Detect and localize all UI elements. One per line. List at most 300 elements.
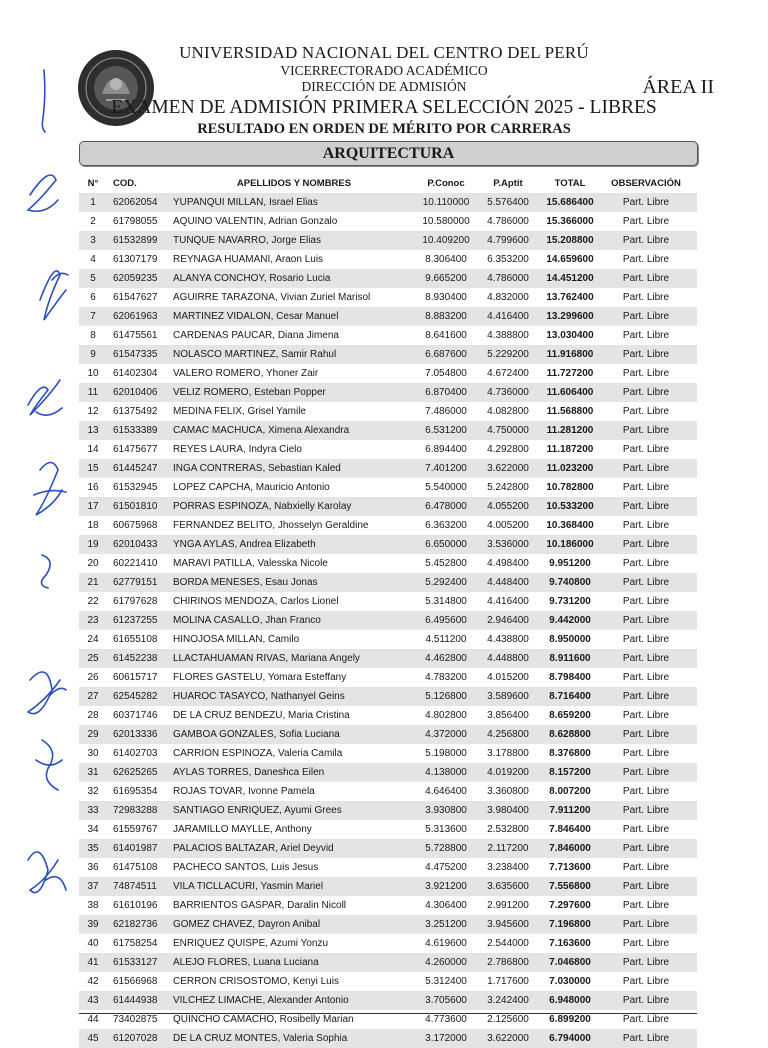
row-name: HUAROC TASAYCO, Nathanyel Geins <box>173 691 345 702</box>
row-total: 10.186000 <box>546 539 594 550</box>
row-number: 22 <box>87 596 99 607</box>
row-name: DE LA CRUZ BENDEZU, Maria Cristina <box>173 710 350 721</box>
row-number: 28 <box>87 710 99 721</box>
row-observation: Part. Libre <box>622 634 670 645</box>
row-total: 9.740800 <box>549 577 591 588</box>
row-number: 35 <box>87 843 99 854</box>
row-name: LLACTAHUAMAN RIVAS, Mariana Angely <box>173 653 360 664</box>
row-observation: Part. Libre <box>622 520 670 531</box>
row-paptit: 3.238400 <box>487 862 529 873</box>
row-paptit: 4.832000 <box>487 292 529 303</box>
row-code: 61445247 <box>113 463 158 474</box>
row-pconoc: 4.372000 <box>425 729 467 740</box>
area-label: ÁREA II <box>642 76 714 98</box>
row-total: 9.951200 <box>549 558 591 569</box>
row-name: ENRIQUEZ QUISPE, Azumi Yonzu <box>173 938 329 949</box>
row-name: LOPEZ CAPCHA, Mauricio Antonio <box>173 482 330 493</box>
row-pconoc: 6.363200 <box>425 520 467 531</box>
row-paptit: 2.544000 <box>487 938 529 949</box>
row-code: 72983288 <box>113 805 158 816</box>
row-observation: Part. Libre <box>622 330 670 341</box>
table-row <box>79 459 697 478</box>
row-code: 61547335 <box>113 349 158 360</box>
row-name: ALEJO FLORES, Luana Luciana <box>173 957 319 968</box>
row-name: PALACIOS BALTAZAR, Ariel Deyvid <box>173 843 334 854</box>
row-code: 61533389 <box>113 425 158 436</box>
row-pconoc: 6.894400 <box>425 444 467 455</box>
handwritten-signatures <box>0 0 80 1024</box>
row-paptit: 5.242800 <box>487 482 529 493</box>
row-observation: Part. Libre <box>622 862 670 873</box>
row-number: 43 <box>87 995 99 1006</box>
row-observation: Part. Libre <box>622 539 670 550</box>
row-name: CERRON CRISOSTOMO, Kenyi Luis <box>173 976 339 987</box>
header-name: APELLIDOS Y NOMBRES <box>236 177 352 189</box>
row-observation: Part. Libre <box>622 1033 670 1044</box>
row-observation: Part. Libre <box>622 387 670 398</box>
row-total: 7.846000 <box>549 843 591 854</box>
row-code: 62062054 <box>113 197 158 208</box>
row-total: 9.442000 <box>549 615 591 626</box>
row-pconoc: 4.511200 <box>425 634 467 645</box>
row-total: 11.727200 <box>546 368 594 379</box>
row-total: 7.030000 <box>549 976 591 987</box>
row-observation: Part. Libre <box>622 425 670 436</box>
row-name: PACHECO SANTOS, Luis Jesus <box>173 862 319 873</box>
result-title: RESULTADO EN ORDEN DE MÉRITO POR CARRERAS <box>197 121 571 137</box>
row-total: 7.046800 <box>549 957 591 968</box>
row-name: CARDENAS PAUCAR, Diana Jimena <box>173 330 339 341</box>
row-name: FLORES GASTELU, Yomara Esteffany <box>173 672 347 683</box>
row-total: 11.187200 <box>546 444 594 455</box>
row-code: 61307179 <box>113 254 158 265</box>
row-paptit: 3.242400 <box>487 995 529 1006</box>
row-total: 8.911600 <box>549 653 591 664</box>
row-number: 32 <box>87 786 99 797</box>
row-name: GAMBOA GONZALES, Sofia Luciana <box>173 729 340 740</box>
row-observation: Part. Libre <box>622 710 670 721</box>
row-pconoc: 5.198000 <box>425 748 467 759</box>
row-observation: Part. Libre <box>622 311 670 322</box>
row-number: 12 <box>87 406 99 417</box>
row-name: DE LA CRUZ MONTES, Valeria Sophia <box>173 1033 348 1044</box>
table-row <box>79 630 697 649</box>
row-pconoc: 3.172000 <box>425 1033 467 1044</box>
row-total: 8.157200 <box>549 767 591 778</box>
row-total: 10.782800 <box>546 482 594 493</box>
row-code: 62059235 <box>113 273 158 284</box>
row-observation: Part. Libre <box>622 976 670 987</box>
row-pconoc: 4.475200 <box>425 862 467 873</box>
row-name: JARAMILLO MAYLLE, Anthony <box>173 824 312 835</box>
row-total: 14.659600 <box>546 254 594 265</box>
row-pconoc: 8.306400 <box>425 254 467 265</box>
row-observation: Part. Libre <box>622 672 670 683</box>
table-row <box>79 915 697 934</box>
row-code: 74874511 <box>113 881 157 892</box>
row-observation: Part. Libre <box>622 349 670 360</box>
row-name: HINOJOSA MILLAN, Camilo <box>173 634 300 645</box>
row-number: 14 <box>87 444 99 455</box>
row-number: 1 <box>90 197 96 208</box>
row-name: MARTINEZ VIDALON, Cesar Manuel <box>173 311 339 322</box>
row-paptit: 4.416400 <box>487 311 529 322</box>
row-number: 30 <box>87 748 99 759</box>
row-observation: Part. Libre <box>622 558 670 569</box>
row-pconoc: 6.870400 <box>425 387 467 398</box>
row-number: 19 <box>87 539 99 550</box>
row-pconoc: 5.728800 <box>425 843 467 854</box>
table-row <box>79 706 697 725</box>
row-code: 61475561 <box>113 330 158 341</box>
row-total: 11.281200 <box>546 425 594 436</box>
row-paptit: 3.622000 <box>487 463 529 474</box>
row-pconoc: 8.883200 <box>425 311 467 322</box>
row-code: 61547627 <box>113 292 158 303</box>
row-paptit: 2.532800 <box>487 824 529 835</box>
table-row <box>79 554 697 573</box>
row-number: 13 <box>87 425 99 436</box>
row-total: 7.163600 <box>549 938 591 949</box>
table-row <box>79 231 697 250</box>
row-paptit: 3.945600 <box>487 919 529 930</box>
row-total: 10.368400 <box>546 520 594 531</box>
row-number: 23 <box>87 615 99 626</box>
row-total: 6.794000 <box>549 1033 591 1044</box>
row-name: CAMAC MACHUCA, Ximena Alexandra <box>173 425 350 436</box>
table-row <box>79 649 697 668</box>
row-paptit: 4.055200 <box>487 501 529 512</box>
row-pconoc: 10.110000 <box>422 197 470 208</box>
row-pconoc: 4.619600 <box>425 938 467 949</box>
row-total: 11.606400 <box>546 387 594 398</box>
row-paptit: 4.498400 <box>487 558 529 569</box>
table-header-row <box>79 173 697 193</box>
row-total: 8.628800 <box>549 729 591 740</box>
table-row <box>79 402 697 421</box>
row-pconoc: 3.930800 <box>425 805 467 816</box>
row-code: 61655108 <box>113 634 158 645</box>
table-row <box>79 725 697 744</box>
table-row <box>79 991 697 1010</box>
row-total: 11.568800 <box>546 406 594 417</box>
row-observation: Part. Libre <box>622 1014 670 1025</box>
row-number: 6 <box>90 292 96 303</box>
row-paptit: 2.125600 <box>487 1014 529 1025</box>
row-number: 21 <box>87 577 99 588</box>
row-observation: Part. Libre <box>622 824 670 835</box>
row-pconoc: 8.930400 <box>425 292 467 303</box>
row-paptit: 4.005200 <box>487 520 529 531</box>
row-total: 13.299600 <box>546 311 594 322</box>
career-banner: ARQUITECTURA <box>79 141 698 166</box>
row-observation: Part. Libre <box>622 596 670 607</box>
table-row <box>79 934 697 953</box>
row-number: 24 <box>87 634 99 645</box>
row-observation: Part. Libre <box>622 501 670 512</box>
row-observation: Part. Libre <box>622 292 670 303</box>
table-row <box>79 896 697 915</box>
row-pconoc: 5.452800 <box>425 558 467 569</box>
row-code: 61532899 <box>113 235 158 246</box>
table-row <box>79 782 697 801</box>
row-observation: Part. Libre <box>622 729 670 740</box>
row-paptit: 3.980400 <box>487 805 529 816</box>
table-row <box>79 592 697 611</box>
table-row <box>79 801 697 820</box>
row-number: 45 <box>87 1033 99 1044</box>
table-row <box>79 516 697 535</box>
row-observation: Part. Libre <box>622 881 670 892</box>
row-number: 33 <box>87 805 99 816</box>
table-row <box>79 212 697 231</box>
row-name: REYES LAURA, Indyra Cielo <box>173 444 302 455</box>
row-name: QUINCHO CAMACHO, Rosibelly Marian <box>173 1014 354 1025</box>
row-total: 8.007200 <box>549 786 591 797</box>
row-observation: Part. Libre <box>622 919 670 930</box>
row-paptit: 3.856400 <box>487 710 529 721</box>
table-row <box>79 611 697 630</box>
row-pconoc: 5.126800 <box>425 691 467 702</box>
row-number: 20 <box>87 558 99 569</box>
row-total: 6.948000 <box>549 995 591 1006</box>
row-code: 61475108 <box>113 862 158 873</box>
row-paptit: 2.786800 <box>487 957 529 968</box>
row-pconoc: 6.650000 <box>425 539 467 550</box>
row-number: 11 <box>87 387 99 398</box>
table-row <box>79 326 697 345</box>
row-number: 27 <box>87 691 99 702</box>
row-number: 36 <box>87 862 99 873</box>
row-paptit: 4.672400 <box>487 368 529 379</box>
row-code: 61533127 <box>113 957 158 968</box>
row-pconoc: 3.251200 <box>425 919 467 930</box>
row-code: 62061963 <box>113 311 158 322</box>
table-row <box>79 440 697 459</box>
row-pconoc: 4.773600 <box>425 1014 467 1025</box>
row-number: 39 <box>87 919 99 930</box>
row-pconoc: 10.580000 <box>422 216 470 227</box>
row-name: VÉLIZ ROMERO, Esteban Popper <box>173 387 326 398</box>
row-number: 37 <box>87 881 99 892</box>
row-name: AGUIRRE TARAZONA, Vivian Zuriel Marisol <box>173 292 371 303</box>
row-pconoc: 5.292400 <box>425 577 467 588</box>
row-total: 14.451200 <box>546 273 594 284</box>
row-pconoc: 4.646400 <box>425 786 467 797</box>
row-observation: Part. Libre <box>622 938 670 949</box>
table-row <box>79 687 697 706</box>
row-name: AYLAS TORRES, Daneshca Eilen <box>173 767 325 778</box>
row-pconoc: 5.313600 <box>425 824 467 835</box>
vice-rectorate: VICERRECTORADO ACADÉMICO <box>280 63 488 78</box>
row-number: 31 <box>87 767 99 778</box>
row-code: 60221410 <box>113 558 158 569</box>
row-code: 61610196 <box>113 900 158 911</box>
row-code: 61532945 <box>113 482 158 493</box>
row-pconoc: 7.054800 <box>425 368 467 379</box>
row-observation: Part. Libre <box>622 368 670 379</box>
table-row <box>79 744 697 763</box>
row-observation: Part. Libre <box>622 463 670 474</box>
row-number: 5 <box>90 273 96 284</box>
table-row <box>79 288 697 307</box>
row-pconoc: 6.687600 <box>425 349 467 360</box>
row-paptit: 4.736000 <box>487 387 529 398</box>
row-total: 15.686400 <box>546 197 594 208</box>
row-paptit: 3.589600 <box>487 691 529 702</box>
row-number: 25 <box>87 653 99 664</box>
row-paptit: 3.536000 <box>487 539 529 550</box>
row-name: NOLASCO MARTINEZ, Samir Rahul <box>173 349 337 360</box>
row-code: 73402875 <box>113 1014 158 1025</box>
row-code: 62010433 <box>113 539 158 550</box>
row-name: INGA CONTRERAS, Sebastian Kaled <box>173 463 341 474</box>
row-observation: Part. Libre <box>622 216 670 227</box>
row-total: 8.659200 <box>549 710 591 721</box>
header-number: N° <box>87 177 99 189</box>
header-observation: OBSERVACIÓN <box>611 177 681 189</box>
row-number: 15 <box>87 463 99 474</box>
row-observation: Part. Libre <box>622 273 670 284</box>
row-paptit: 3.635600 <box>487 881 529 892</box>
row-code: 61758254 <box>113 938 158 949</box>
row-code: 61452238 <box>113 653 158 664</box>
row-observation: Part. Libre <box>622 254 670 265</box>
row-pconoc: 4.306400 <box>425 900 467 911</box>
row-number: 38 <box>87 900 99 911</box>
admission-direction: DIRECCIÓN DE ADMISIÓN <box>301 79 467 94</box>
results-table <box>79 173 697 1048</box>
row-code: 61797628 <box>113 596 158 607</box>
row-pconoc: 4.260000 <box>425 957 467 968</box>
table-row <box>79 364 697 383</box>
row-number: 41 <box>87 957 99 968</box>
row-code: 62182736 <box>113 919 158 930</box>
row-name: BARRIENTOS GASPAR, Daralin Nicoll <box>173 900 347 911</box>
row-paptit: 4.448800 <box>487 653 529 664</box>
university-name: UNIVERSIDAD NACIONAL DEL CENTRO DEL PERÚ <box>179 43 589 62</box>
row-number: 2 <box>90 216 96 227</box>
table-row <box>79 383 697 402</box>
row-observation: Part. Libre <box>622 444 670 455</box>
row-total: 10.533200 <box>546 501 594 512</box>
row-name: AQUINO VALENTIN, Adrian Gonzalo <box>173 216 338 227</box>
row-paptit: 5.229200 <box>487 349 529 360</box>
row-code: 61559767 <box>113 824 158 835</box>
row-paptit: 2.117200 <box>487 843 529 854</box>
header-total: TOTAL <box>554 177 586 189</box>
row-pconoc: 3.921200 <box>425 881 467 892</box>
row-observation: Part. Libre <box>622 235 670 246</box>
table-row <box>79 250 697 269</box>
row-pconoc: 5.312400 <box>425 976 467 987</box>
row-pconoc: 6.495600 <box>425 615 467 626</box>
row-paptit: 1.717600 <box>487 976 529 987</box>
row-name: REYNAGA HUAMANI, Araon Luis <box>173 254 324 265</box>
row-total: 6.899200 <box>549 1014 591 1025</box>
row-paptit: 2.946400 <box>487 615 529 626</box>
row-name: CHIRINOS MENDOZA, Carlos Lionel <box>173 596 339 607</box>
row-paptit: 4.786000 <box>487 216 529 227</box>
row-code: 61566968 <box>113 976 158 987</box>
table-row <box>79 820 697 839</box>
table-row <box>79 193 697 212</box>
table-row <box>79 573 697 592</box>
row-pconoc: 6.478000 <box>425 501 467 512</box>
row-code: 61207028 <box>113 1033 158 1044</box>
row-observation: Part. Libre <box>622 767 670 778</box>
row-name: PORRAS ESPINOZA, Nabxielly Karolay <box>173 501 352 512</box>
row-name: YNGA AYLAS, Andrea Elizabeth <box>173 539 316 550</box>
row-paptit: 4.019200 <box>487 767 529 778</box>
table-row <box>79 972 697 991</box>
row-code: 61237255 <box>113 615 158 626</box>
row-number: 44 <box>87 1014 99 1025</box>
table-row <box>79 858 697 877</box>
table-row <box>79 668 697 687</box>
row-paptit: 4.438800 <box>487 634 529 645</box>
row-number: 26 <box>87 672 99 683</box>
row-number: 16 <box>87 482 99 493</box>
row-name: SANTIAGO ENRIQUEZ, Ayumi Grees <box>173 805 342 816</box>
row-total: 11.916800 <box>546 349 594 360</box>
table-row <box>79 877 697 896</box>
row-number: 4 <box>90 254 96 265</box>
row-paptit: 4.292800 <box>487 444 529 455</box>
row-paptit: 4.786000 <box>487 273 529 284</box>
row-paptit: 4.082800 <box>487 406 529 417</box>
table-row <box>79 953 697 972</box>
row-pconoc: 6.531200 <box>425 425 467 436</box>
row-name: GOMEZ CHAVEZ, Dayron Anibal <box>173 919 321 930</box>
table-row <box>79 478 697 497</box>
row-number: 42 <box>87 976 99 987</box>
row-pconoc: 5.540000 <box>425 482 467 493</box>
row-paptit: 5.576400 <box>487 197 529 208</box>
row-code: 60675968 <box>113 520 158 531</box>
row-observation: Part. Libre <box>622 653 670 664</box>
table-row <box>79 1029 697 1048</box>
row-code: 61401987 <box>113 843 158 854</box>
signatures-margin <box>0 0 80 1024</box>
exam-title: EXAMEN DE ADMISIÓN PRIMERA SELECCIÓN 2025 - LIBRES <box>111 97 657 118</box>
row-name: CARRION ESPINOZA, Valeria Camila <box>173 748 343 759</box>
row-total: 13.762400 <box>546 292 594 303</box>
row-observation: Part. Libre <box>622 957 670 968</box>
row-code: 62545282 <box>113 691 158 702</box>
row-paptit: 4.448400 <box>487 577 529 588</box>
row-observation: Part. Libre <box>622 995 670 1006</box>
table-row <box>79 307 697 326</box>
row-number: 9 <box>90 349 96 360</box>
row-code: 61798055 <box>113 216 158 227</box>
row-observation: Part. Libre <box>622 577 670 588</box>
row-number: 34 <box>87 824 99 835</box>
row-total: 7.846400 <box>549 824 591 835</box>
row-observation: Part. Libre <box>622 748 670 759</box>
row-pconoc: 8.641600 <box>425 330 467 341</box>
row-observation: Part. Libre <box>622 786 670 797</box>
row-number: 17 <box>87 501 99 512</box>
row-paptit: 6.353200 <box>487 254 529 265</box>
row-pconoc: 4.462800 <box>425 653 467 664</box>
row-number: 29 <box>87 729 99 740</box>
row-total: 7.911200 <box>549 805 591 816</box>
row-number: 3 <box>90 235 96 246</box>
row-pconoc: 4.802800 <box>425 710 467 721</box>
row-code: 62625265 <box>113 767 158 778</box>
row-pconoc: 7.401200 <box>425 463 467 474</box>
